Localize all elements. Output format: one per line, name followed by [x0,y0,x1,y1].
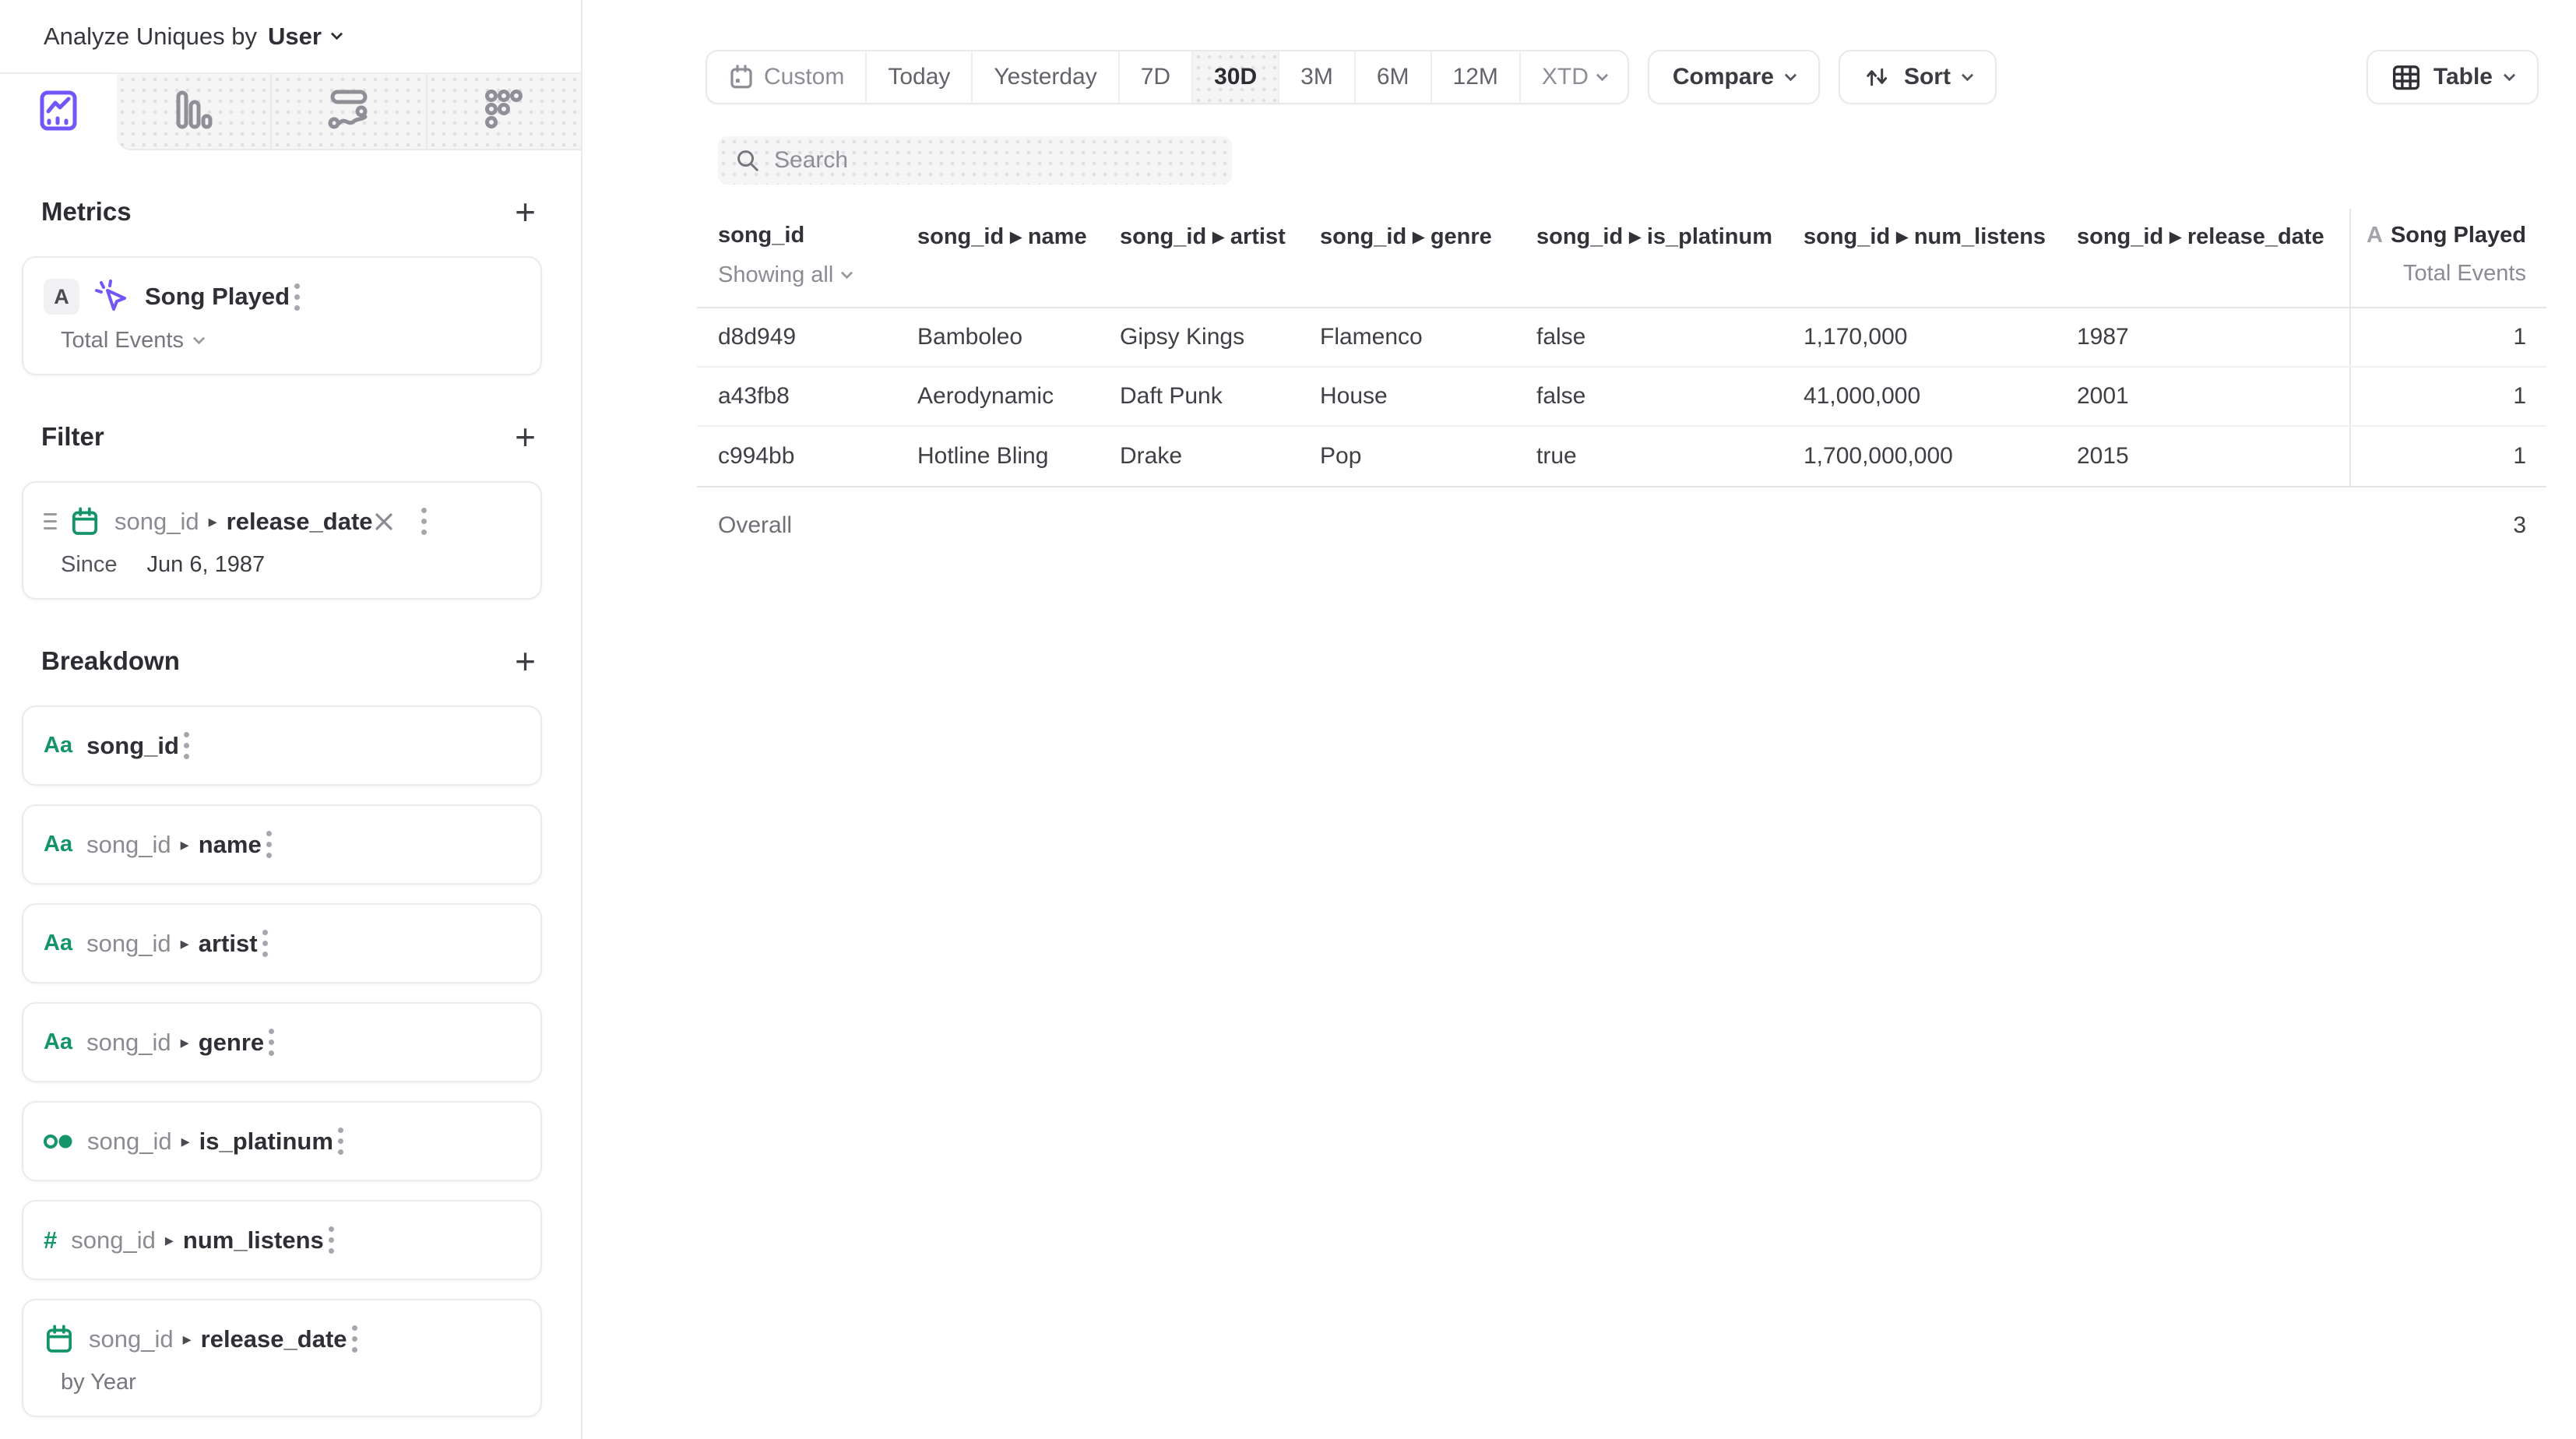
date-range-yesterday[interactable] [971,51,1117,103]
breakdown-card[interactable] [22,804,542,885]
chevron-down-icon [1596,69,1609,81]
cell-song-id: d8d949 [718,324,797,350]
cell-num-listens: 1,700,000,000 [1804,443,1953,469]
breakdown-kebab-menu-icon[interactable] [264,1024,279,1061]
cell-name: Aerodynamic [917,383,1054,409]
add-breakdown-button[interactable]: + [515,641,536,681]
table-row [697,427,2546,486]
date-range-30d[interactable] [1191,51,1278,103]
breakdown-kebab-menu-icon[interactable] [262,826,276,863]
breakdown-card[interactable] [22,705,542,786]
entity-selector[interactable] [268,23,341,51]
metric-event-name: Song Played [145,283,290,310]
cell-song-id: a43fb8 [718,383,790,409]
cell-artist: Daft Punk [1120,383,1223,409]
metric-aggregation[interactable]: Total Events [61,328,184,353]
breakdown-kebab-menu-icon[interactable] [347,1321,362,1357]
cell-is-platinum: true [1536,443,1577,469]
property-path-separator: ▸ [181,1131,190,1151]
date-range-7d[interactable] [1118,51,1191,103]
text-type-icon: Aa [44,931,73,955]
date-range-custom[interactable] [707,51,865,103]
breakdown-prefix: song_id [86,1028,171,1056]
date-range-label: Today [888,64,951,90]
breakdown-title: Breakdown [41,646,180,675]
breakdown-card[interactable] [22,1002,542,1082]
date-range-label: XTD [1541,64,1589,90]
breakdown-property: is_platinum [199,1127,333,1155]
sidebar [0,0,582,1439]
breakdown-prefix: song_id [71,1226,156,1254]
filter-property-name: release_date [226,507,373,535]
breakdown-card[interactable] [22,1299,542,1417]
date-range-12m[interactable] [1431,51,1519,103]
metric-dots-icon [482,88,526,135]
date-range-3m[interactable] [1278,51,1354,103]
column-header[interactable]: song_id ▸ num_listens [1804,224,2046,249]
breakdown-property: name [198,830,262,858]
chart-type-tabs [0,74,581,150]
column-header[interactable]: song_id ▸ is_platinum [1536,224,1772,249]
cell-metric-value: 1 [2349,308,2546,366]
metric-kebab-menu-icon[interactable] [290,279,304,315]
search-bar[interactable] [718,136,1232,185]
cell-is-platinum: false [1536,324,1586,350]
tab-bar-chart[interactable] [117,74,270,150]
tab-metric[interactable] [426,74,581,150]
date-range-label: 6M [1376,64,1409,90]
calendar-icon [44,1324,75,1355]
search-input[interactable] [774,147,1216,174]
property-path-separator: ▸ [180,1032,189,1052]
chevron-down-icon [841,267,853,280]
cell-num-listens: 41,000,000 [1804,383,1921,409]
column-header[interactable]: song_id ▸ artist [1120,224,1286,249]
property-path-separator: ▸ [208,511,217,531]
compare-label: Compare [1672,64,1774,90]
breakdown-section-header [41,643,536,679]
breakdown-kebab-menu-icon[interactable] [333,1123,348,1159]
column-header[interactable]: song_id ▸ release_date [2077,224,2324,249]
chevron-down-icon [331,28,343,40]
analysis-header [0,0,581,74]
breakdown-prefix: song_id [87,1127,172,1155]
date-range-today[interactable] [865,51,971,103]
sort-button[interactable] [1839,50,1997,104]
cell-metric-value: 1 [2349,368,2546,425]
cell-song-id: c994bb [718,443,795,469]
number-type-icon: # [44,1226,58,1254]
entity-value: User [268,22,322,50]
calendar-icon [728,64,755,90]
cell-genre: House [1320,383,1388,409]
boolean-type-icon [44,1133,73,1150]
breakdown-property: artist [198,929,258,957]
cell-is-platinum: false [1536,383,1586,409]
cell-genre: Pop [1320,443,1362,469]
flow-icon [326,87,371,136]
calendar-icon [69,506,100,537]
breakdown-kebab-menu-icon[interactable] [179,727,194,764]
breakdown-card[interactable] [22,1101,542,1181]
chevron-down-icon [193,332,206,345]
column-header[interactable]: song_id ▸ genre [1320,224,1492,249]
cell-name: Bamboleo [917,324,1023,350]
metric-aggregation-label: Total Events [2403,261,2526,286]
breakdown-kebab-menu-icon[interactable] [258,925,273,962]
cell-name: Hotline Bling [917,443,1049,469]
breakdown-prefix: song_id [86,929,171,957]
overall-label: Overall [718,512,793,538]
cell-release-date: 1987 [2077,324,2129,350]
table-grid-icon [2391,62,2421,92]
cell-artist: Drake [1120,443,1183,469]
date-range-label: Custom [764,64,845,90]
breakdown-bucketing[interactable]: by Year [61,1370,136,1395]
sidebar-content [0,194,581,1417]
metric-series-badge: A [2367,223,2383,248]
date-range-label: 12M [1452,64,1498,90]
column-header[interactable]: song_id [718,223,805,248]
date-range-6m[interactable] [1354,51,1431,103]
filter-kebab-menu-icon[interactable] [417,503,431,540]
add-filter-button[interactable]: + [515,417,536,457]
breakdown-prefix: song_id [86,830,171,858]
results-table [697,209,2546,564]
tab-insights-line-chart[interactable] [0,74,117,150]
compare-button[interactable] [1648,50,1820,104]
toolbar [706,50,2539,104]
breakdown-kebab-menu-icon[interactable] [324,1222,339,1258]
text-type-icon: Aa [44,832,73,857]
main-content [582,0,2576,1439]
cell-num-listens: 1,170,000 [1804,324,1908,350]
metric-series-badge: A [44,279,79,315]
view-type-label: Table [2433,64,2493,90]
cell-release-date: 2001 [2077,383,2129,409]
date-range-control [706,50,1629,104]
property-path-separator: ▸ [180,834,189,854]
filter-value[interactable]: Jun 6, 1987 [146,552,266,577]
add-metric-button[interactable]: + [515,192,536,232]
date-range-label: 7D [1140,64,1171,90]
filter-title: Filter [41,422,104,451]
showing-all-selector[interactable]: Showing all [718,262,834,287]
text-type-icon: Aa [44,733,73,758]
filter-operator[interactable]: Since [61,552,118,577]
filter-section-header [41,419,536,455]
chevron-down-icon [2504,69,2516,81]
date-range-label: 3M [1300,64,1333,90]
table-row [697,368,2546,427]
line-chart-icon [36,88,81,137]
breakdown-property: num_listens [182,1226,324,1254]
analysis-label: Analyze Uniques by [44,22,257,50]
tab-flow[interactable] [270,74,425,150]
bar-chart-icon [172,88,216,135]
breakdown-property: song_id [86,731,179,759]
date-range-label: 30D [1214,64,1258,90]
table-overall-row [697,486,2546,564]
breakdown-prefix: song_id [89,1325,174,1353]
chevron-down-icon [1785,69,1797,81]
cell-genre: Flamenco [1320,324,1423,350]
cell-release-date: 2015 [2077,443,2129,469]
column-header[interactable]: song_id ▸ name [917,224,1087,249]
remove-filter-icon[interactable] [373,511,395,533]
event-click-icon [93,278,131,315]
metrics-title: Metrics [41,197,132,226]
breakdown-property: genre [198,1028,265,1056]
property-path-separator: ▸ [164,1230,174,1250]
metric-name: Song Played [2390,223,2526,248]
sort-arrows-icon [1863,63,1892,91]
table-row [697,308,2546,368]
metric-column-header[interactable] [2349,209,2546,307]
filter-card[interactable] [22,481,542,600]
overall-metric-value: 3 [2513,512,2526,538]
metric-card[interactable] [22,256,542,375]
filter-property-prefix: song_id [114,507,199,535]
breakdown-card[interactable] [22,903,542,983]
date-range-label: Yesterday [994,64,1097,90]
property-path-separator: ▸ [182,1328,192,1349]
property-path-separator: ▸ [180,933,189,953]
view-type-button[interactable] [2367,50,2539,104]
search-icon [734,146,762,174]
metrics-section-header [41,194,536,230]
drag-handle-icon[interactable] [44,513,57,530]
text-type-icon: Aa [44,1029,73,1054]
breakdown-property: release_date [200,1325,347,1353]
table-header [697,209,2546,308]
cell-artist: Gipsy Kings [1120,324,1245,350]
chevron-down-icon [1962,69,1974,81]
sort-label: Sort [1903,64,1951,90]
cell-metric-value: 1 [2349,427,2546,486]
breakdown-card[interactable] [22,1200,542,1280]
date-range-xtd[interactable] [1519,51,1628,103]
